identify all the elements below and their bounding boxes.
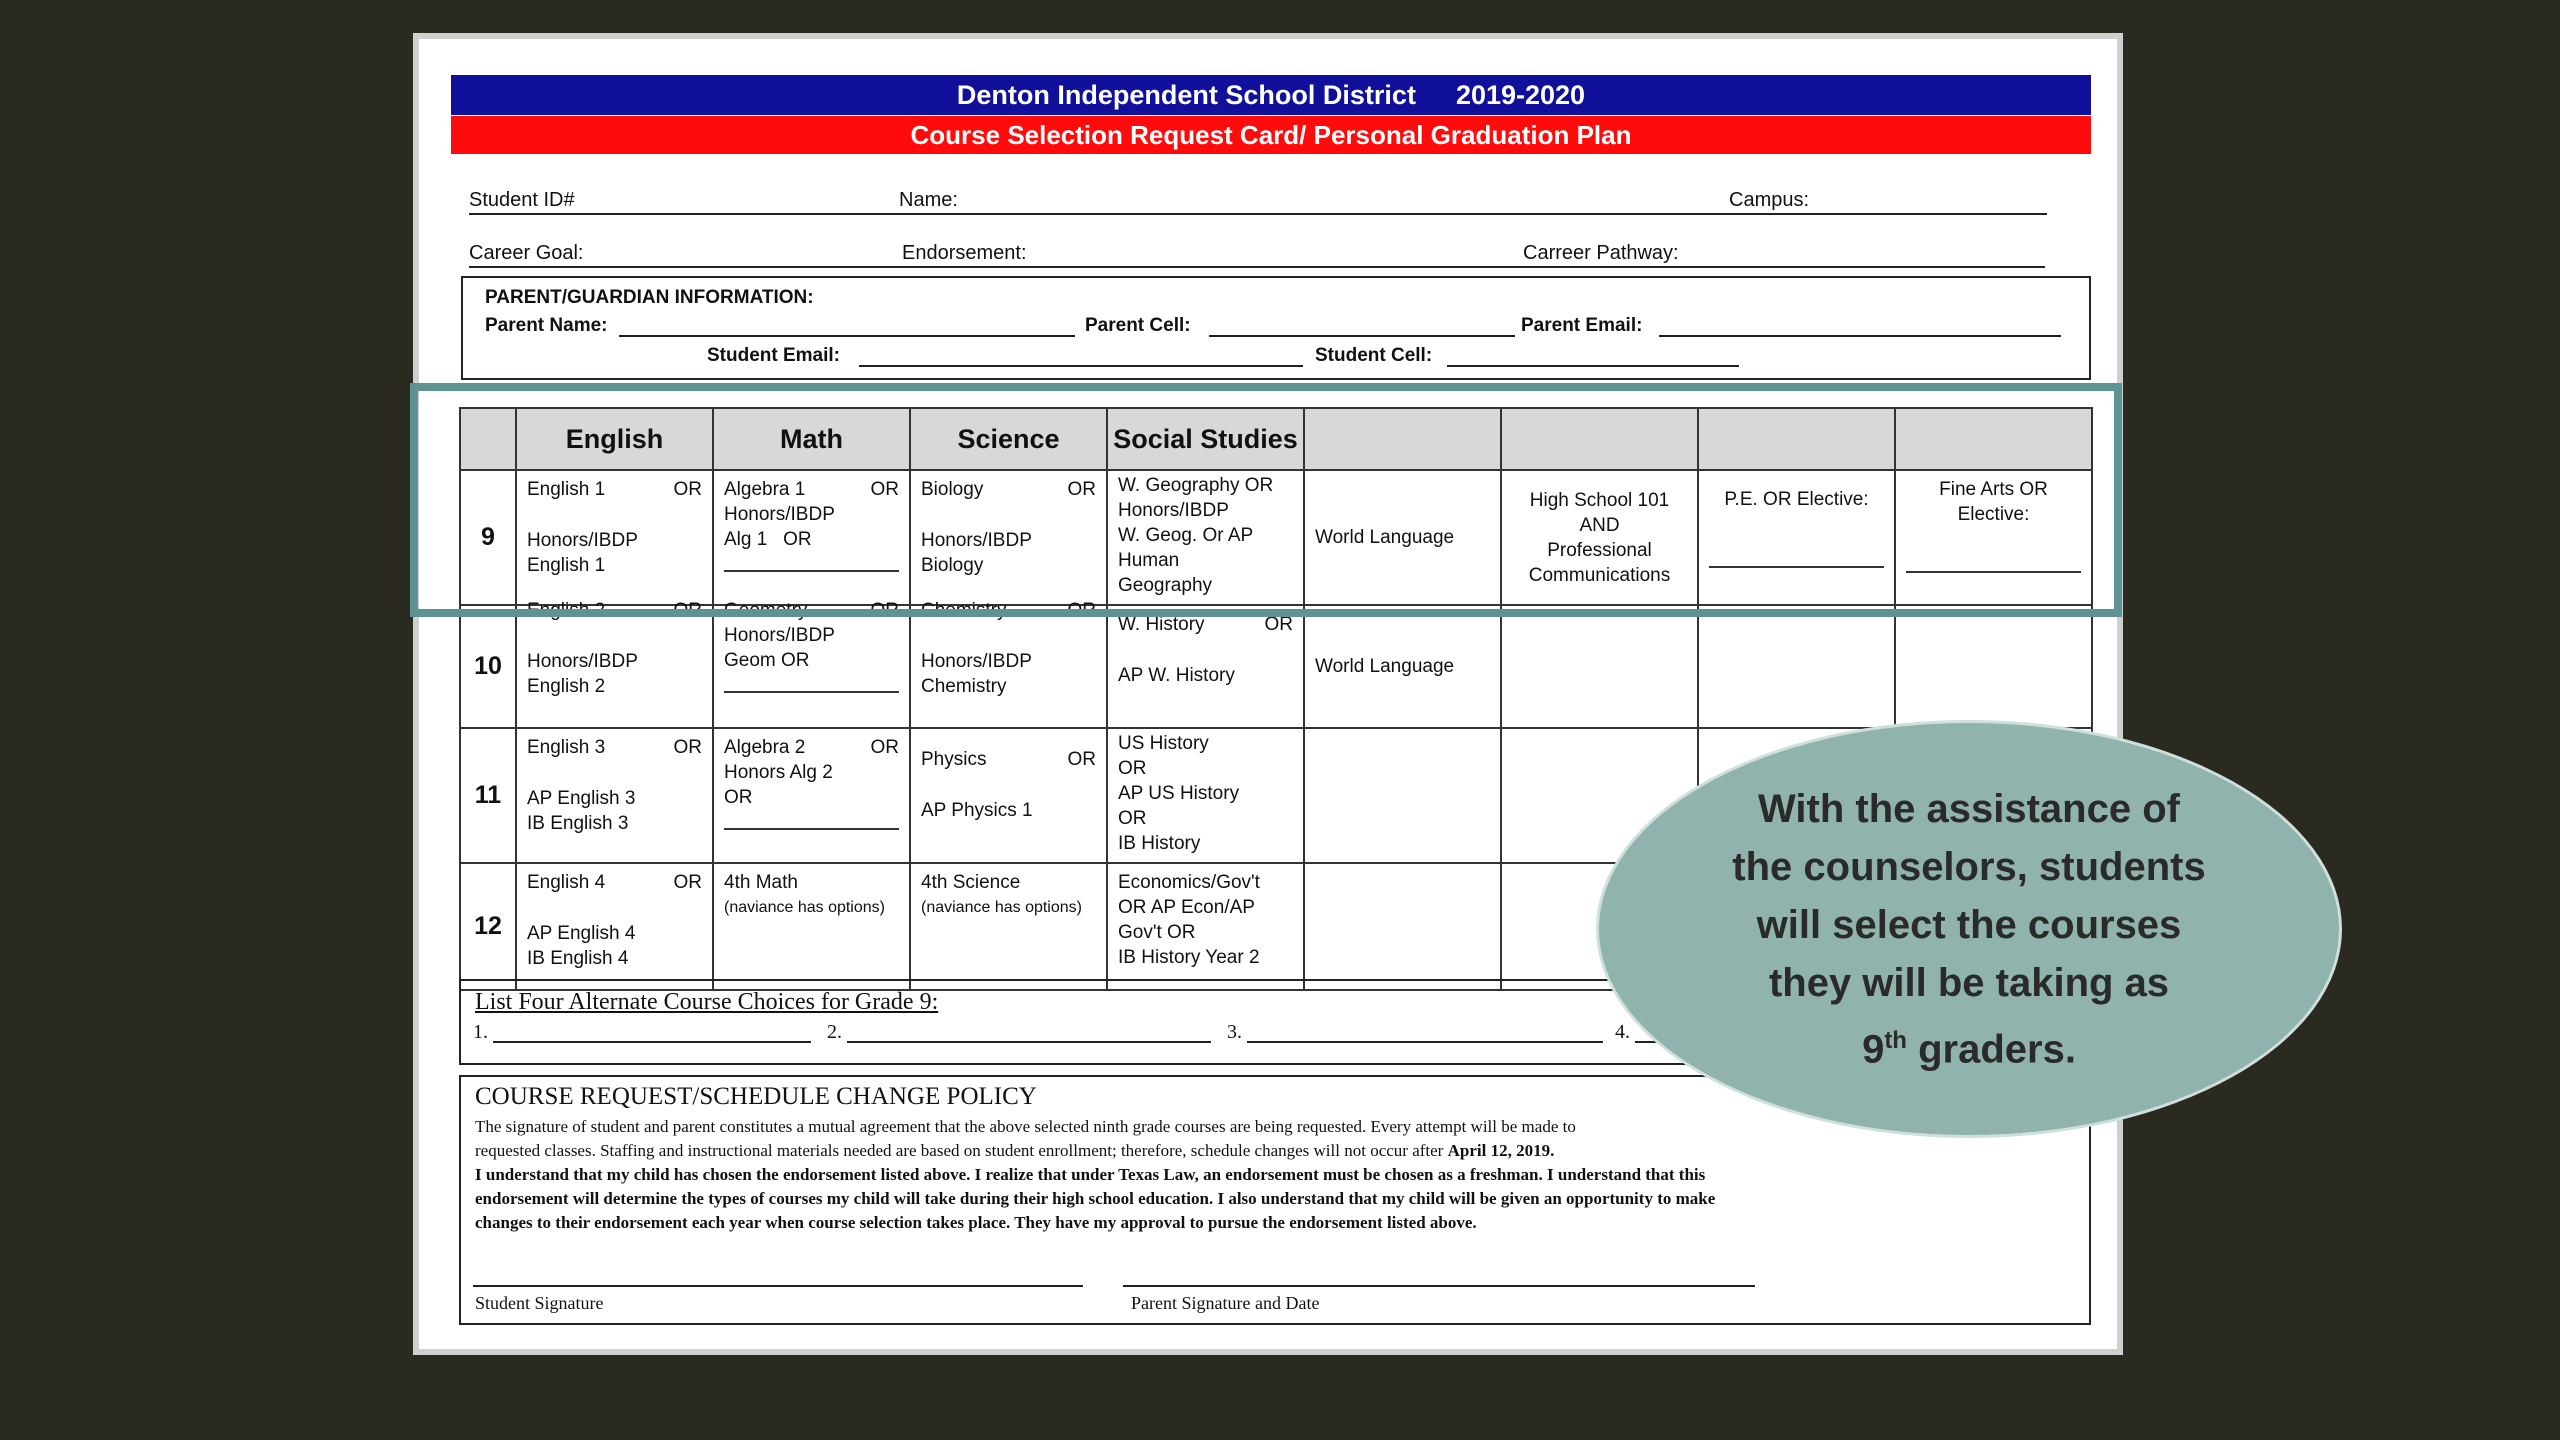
grade-11: 11: [460, 728, 516, 863]
header-social-studies: Social Studies: [1107, 408, 1304, 470]
grade-9-highlight-frame: [410, 383, 2122, 617]
parent-info-title: PARENT/GUARDIAN INFORMATION:: [485, 287, 814, 308]
cell-math-11: Algebra 2 OR Honors Alg 2 OR: [713, 728, 910, 863]
grade-12: 12: [460, 863, 516, 990]
parent-cell-line: [1209, 335, 1515, 337]
policy-line-3: I understand that my child has chosen the endorsement listed above. I realize that under Texas Law, an endorsement must be chosen as a freshman. I understand that this: [475, 1165, 1706, 1184]
header-english: English: [516, 408, 713, 470]
alternates-title: List Four Alternate Course Choices for Grade 9:: [475, 989, 939, 1015]
cell-math-10: Geometry OR Honors/IBDP Geom OR: [713, 605, 910, 728]
alternate-1-number: 1.: [473, 1021, 488, 1043]
policy-line-2: requested classes. Staffing and instructional materials needed are based on student enrollment; therefore, schedule changes will not occur after April 12, 2019.: [475, 1141, 1555, 1160]
parent-email-label: Parent Email:: [1521, 315, 1643, 336]
alternate-3-line: [1247, 1041, 1603, 1043]
district-name: Denton Independent School District: [956, 79, 1416, 110]
parent-name-line: [619, 335, 1075, 337]
cell-blank-10-8: [1895, 605, 2092, 728]
cell-science-9: Biology OR Honors/IBDP Biology: [910, 470, 1107, 605]
cell-science-11: Physics OR AP Physics 1: [910, 728, 1107, 863]
parent-signature-label: Parent Signature and Date: [1131, 1293, 1320, 1313]
student-info-underline: [469, 213, 2047, 215]
parent-signature-line: [1123, 1285, 1755, 1287]
alternate-3-number: 3.: [1227, 1021, 1242, 1043]
student-id-label: Student ID#: [469, 189, 575, 211]
document-page: [413, 33, 2123, 1355]
cell-english-9: English 1 OR Honors/IBDP English 1: [516, 470, 713, 605]
school-year: 2019-2020: [1455, 79, 1586, 110]
endorsement-label: Endorsement:: [902, 242, 1027, 264]
cell-blank-11-5: [1304, 728, 1501, 863]
cell-blank-10-6: [1501, 605, 1698, 728]
cell-blank-10-7: [1698, 605, 1895, 728]
policy-line-4: endorsement will determine the types of courses my child will take during their high school education. I also understand that my child will be given an opportunity to make: [475, 1189, 1716, 1208]
student-signature-line: [473, 1285, 1083, 1287]
name-label: Name:: [899, 189, 958, 211]
cell-blank-12-5: [1304, 863, 1501, 990]
table-row-grade-10: [460, 605, 2092, 728]
cell-social-9: W. Geography OR Honors/IBDP W. Geog. Or AP Human Geography: [1107, 470, 1304, 605]
student-cell-line: [1447, 365, 1739, 367]
student-signature-label: Student Signature: [475, 1293, 604, 1313]
alternate-2-number: 2.: [827, 1021, 842, 1043]
campus-label: Campus:: [1729, 189, 1810, 211]
header-science: Science: [910, 408, 1107, 470]
cell-english-11: English 3 OR AP English 3 IB English 3: [516, 728, 713, 863]
grade-10: 10: [460, 605, 516, 728]
grade-9: 9: [460, 470, 516, 605]
cell-arts-9: Fine Arts OR Elective:: [1895, 470, 2092, 605]
cell-science-12: 4th Science (naviance has options): [910, 863, 1107, 990]
alternate-4-number: 4.: [1615, 1021, 1630, 1043]
student-cell-label: Student Cell:: [1315, 345, 1433, 366]
cell-hs101-9: High School 101 AND Professional Communications: [1501, 470, 1698, 605]
policy-title: COURSE REQUEST/SCHEDULE CHANGE POLICY: [475, 1083, 1037, 1110]
callout-bubble: [1596, 720, 2342, 1138]
cell-pe-9: P.E. OR Elective:: [1698, 470, 1895, 605]
alternate-1-line: [493, 1041, 811, 1043]
cell-science-10: Chemistry OR Honors/IBDP Chemistry: [910, 605, 1107, 728]
cell-math-9: Algebra 1 OR Honors/IBDP Alg 1 OR: [713, 470, 910, 605]
career-goal-label: Career Goal:: [469, 242, 584, 264]
header-math: Math: [713, 408, 910, 470]
card-title: Course Selection Request Card/ Personal Graduation Plan: [910, 119, 1632, 150]
student-email-line: [859, 365, 1303, 367]
parent-name-label: Parent Name:: [485, 315, 608, 336]
card-title-bar: [451, 116, 2091, 154]
cell-language-10: World Language: [1304, 605, 1501, 728]
cell-english-10: English 2 OR Honors/IBDP English 2: [516, 605, 713, 728]
cell-math-12: 4th Math (naviance has options): [713, 863, 910, 990]
cell-social-12: Economics/Gov't OR AP Econ/AP Gov't OR IB History Year 2: [1107, 863, 1304, 990]
parent-email-line: [1659, 335, 2061, 337]
cell-language-9: World Language: [1304, 470, 1501, 605]
district-header-bar: [451, 75, 2091, 115]
callout-text: With the assistance of the counselors, students will select the courses they will be taking as 9th graders.: [1732, 786, 2206, 1072]
cell-social-11: US History OR AP US History OR IB History: [1107, 728, 1304, 863]
policy-line-1: The signature of student and parent constitutes a mutual agreement that the above selected ninth grade courses are being requested. Every attempt will be made to: [475, 1117, 1576, 1136]
parent-cell-label: Parent Cell:: [1085, 315, 1191, 336]
cell-english-12: English 4 OR AP English 4 IB English 4: [516, 863, 713, 990]
alternate-2-line: [847, 1041, 1211, 1043]
cell-social-10: W. History OR AP W. History: [1107, 605, 1304, 728]
student-email-label: Student Email:: [707, 345, 841, 366]
career-underline: [469, 266, 2045, 268]
policy-line-5: changes to their endorsement each year when course selection takes place. They have my approval to pursue the endorsement listed above.: [475, 1213, 1477, 1232]
career-pathway-label: Carreer Pathway:: [1523, 242, 1679, 264]
math-11-fill-line: [724, 814, 899, 830]
math-10-fill-line: [724, 677, 899, 693]
